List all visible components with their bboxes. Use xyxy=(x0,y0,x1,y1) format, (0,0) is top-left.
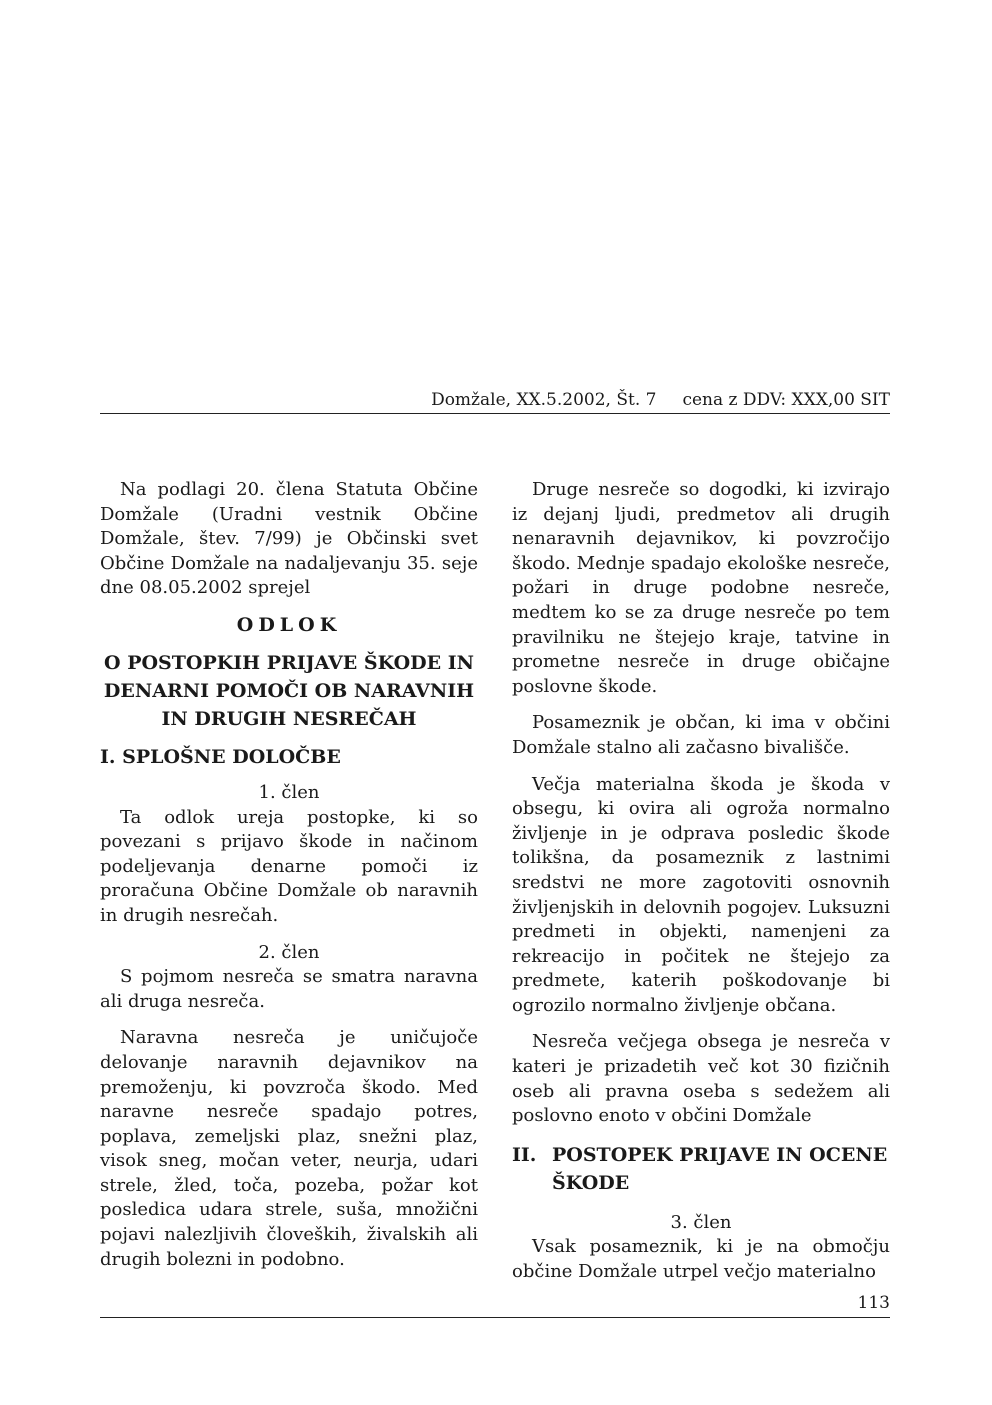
document-subtitle: O POSTOPKIH PRIJAVE ŠKODE IN DENARNI POMOČI OB NARAVNIH IN DRUGIH NESREČAH xyxy=(103,651,475,730)
section-heading-2 xyxy=(512,1141,890,1197)
section-2-number: II. xyxy=(512,1143,537,1166)
header-rule xyxy=(100,413,890,414)
article-1-text: Ta odlok ureja postopke, ki so povezani s prijavo škode in načinom podeljevanja denarne pomoči iz proračuna Občine Domžale ob naravnih in drugih nesrečah. xyxy=(100,806,478,926)
article-2-text-1: S pojmom nesreča se smatra naravna ali druga nesreča. xyxy=(100,966,478,1012)
footer-rule xyxy=(100,1317,890,1318)
paragraph-other-accidents: Druge nesreče so dogodki, ki izvirajo iz dejanj ljudi, predmetov ali drugih nenaravnih dejavnikov, ki povzročijo škodo. Mednje spadajo ekološke nesreče, požari in druge podobne nesreče, medtem ko se za druge nesreče po tem pravilniku ne štejejo kraje, tatvine in prometne nesreče in druge običajne poslovne škode. xyxy=(512,479,890,697)
price-info: cena z DDV: XXX,00 SIT xyxy=(682,390,890,410)
paragraph-major-accident: Nesreča večjega obsega je nesreča v kateri je prizadetih več kot 30 fizičnih oseb ali pravna oseba s sedežem ali poslovno enoto v občini Domžale xyxy=(512,1031,890,1127)
article-1-heading: 1. člen xyxy=(258,781,320,803)
article-2-text-2: Naravna nesreča je uničujoče delovanje naravnih dejavnikov na premoženju, ki povzroča škodo. Med naravne nesreče spadajo potres, poplava, zemeljski plaz, snežni plaz, visok sneg, močan veter, neurja, udari strele, žled, toča, pozeba, požar kot posledica udara strele, suša, množični pojavi nalezljivih človeških, živalskih ali drugih bolezni in podobno. xyxy=(100,1027,478,1270)
right-column xyxy=(512,478,890,1285)
issue-info: Domžale, XX.5.2002, Št. 7 xyxy=(431,390,657,410)
left-column xyxy=(100,478,478,1284)
article-2-heading: 2. člen xyxy=(258,941,320,963)
intro-paragraph: Na podlagi 20. člena Statuta Občine Domžale (Uradni vestnik Občine Domžale, štev. 7/99) je Občinski svet Občine Domžale na nadaljevanju 35. seje dne 08.05.2002 sprejel xyxy=(100,479,478,599)
page-number: 113 xyxy=(857,1293,890,1313)
section-2-title: POSTOPEK PRIJAVE IN OCENE ŠKODE xyxy=(552,1143,888,1194)
paragraph-major-damage: Večja materialna škoda je škoda v obsegu, ki ovira ali ogroža normalno življenje in je odprava posledic škode tolikšna, da posameznik z lastnimi sredstvi ne more zagotoviti osnovnih življenjskih in delovnih pogojev. Luksuzni predmeti in objekti, namenjeni za rekreacijo in počitek ne štejejo za predmete, katerih poškodovanje bi ogrozilo normalno življenje občana. xyxy=(512,773,890,1016)
page-header xyxy=(100,389,890,411)
section-heading-1: I. SPLOŠNE DOLOČBE xyxy=(100,745,341,768)
article-3-heading: 3. člen xyxy=(670,1211,732,1233)
paragraph-individual: Posameznik je občan, ki ima v občini Domžale stalno ali začasno bivališče. xyxy=(512,712,890,758)
article-3-text: Vsak posameznik, ki je na območju občine Domžale utrpel večjo materialno xyxy=(512,1236,890,1283)
document-title: ODLOK xyxy=(236,613,342,636)
